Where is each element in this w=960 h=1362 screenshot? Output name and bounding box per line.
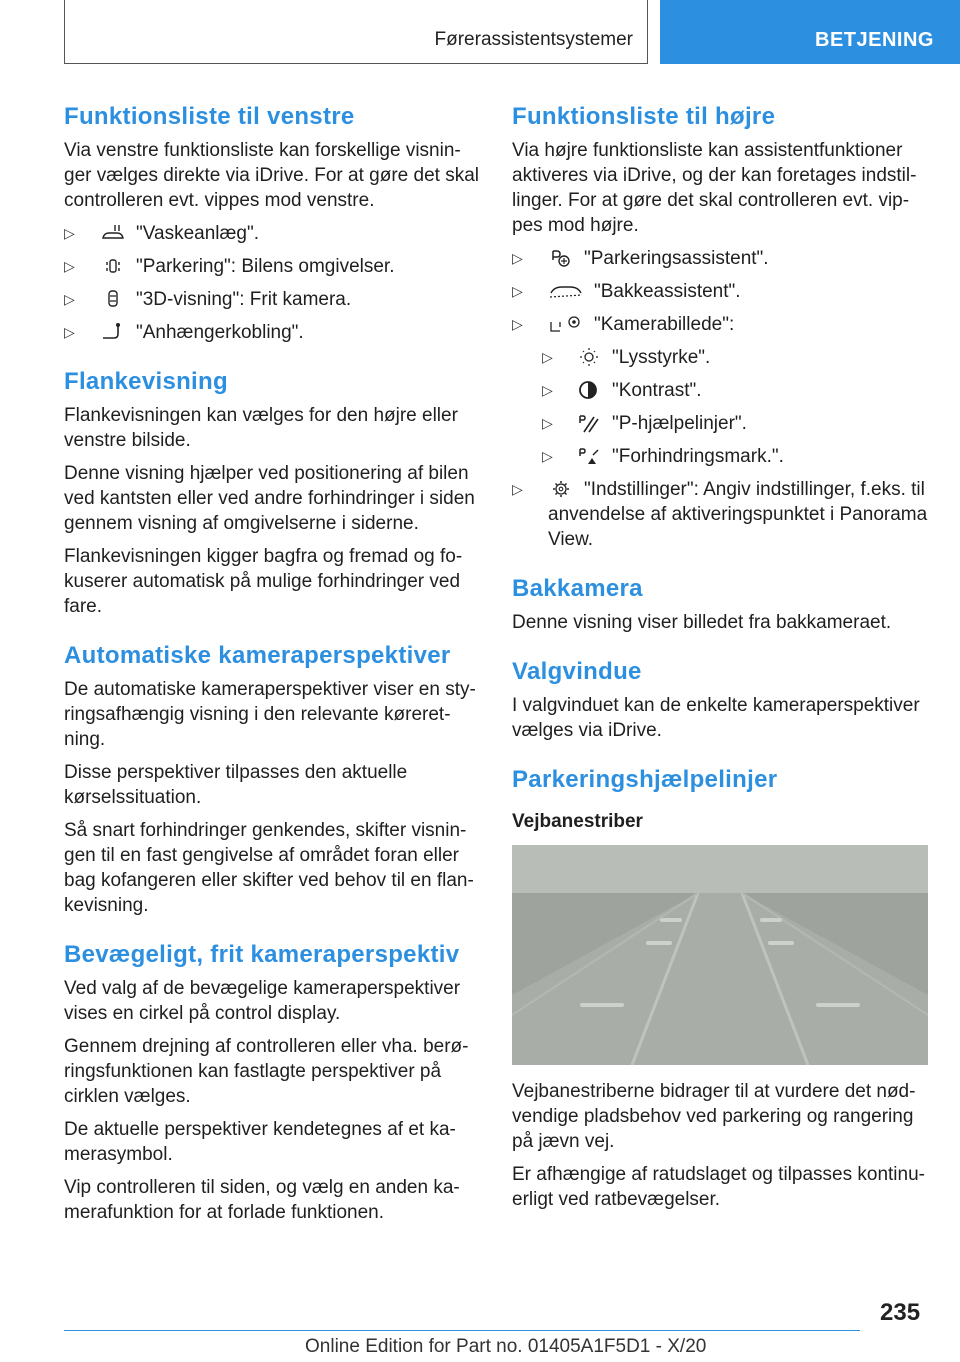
bullet-triangle-icon: ▷ xyxy=(64,225,75,241)
paragraph: Flankevisningen kan vælges for den højre eller venstre bilside. xyxy=(64,405,458,451)
paragraph: I valgvinduet kan de enkelte kameraperspektiver vælges via iDrive. xyxy=(512,695,920,741)
right-function-list xyxy=(512,246,932,552)
list-item: ▷ "Vaskeanlæg". xyxy=(64,223,259,244)
paragraph: Via venstre funktionsliste kan forskellige visninger vælges direkte via iDrive. For at gøre det skal controlleren evt. vippes mod venstre. xyxy=(64,140,479,211)
heading-right-function-list: Funktionsliste til højre xyxy=(512,103,776,130)
heading-selection-window: Valgvindue xyxy=(512,658,642,685)
parking-surroundings-icon xyxy=(100,256,126,276)
page-number: 235 xyxy=(880,1299,921,1326)
header-chapter-title: BETJENING xyxy=(815,29,934,51)
bullet-triangle-icon: ▷ xyxy=(542,415,553,431)
car-wash-icon xyxy=(100,223,126,243)
list-item: ▷ "P-hjælpelinjer". xyxy=(542,413,747,434)
parking-assistant-icon xyxy=(548,248,574,268)
bullet-triangle-icon: ▷ xyxy=(512,316,523,332)
right-column xyxy=(512,100,932,1220)
hill-assistant-icon xyxy=(548,281,584,301)
footer-divider xyxy=(64,1330,860,1331)
bullet-triangle-icon: ▷ xyxy=(64,291,75,307)
list-item: ▷ "Indstillinger": Angiv indstillinger, f.eks. til anvendelse af aktiveringspunktet i Panorama View. xyxy=(512,479,928,550)
list-item: ▷ "3D-visning": Frit kamera. xyxy=(64,289,352,310)
bullet-triangle-icon: ▷ xyxy=(64,258,75,274)
list-item: ▷ "Bakkeassistent". xyxy=(512,281,741,302)
heading-flank-view: Flankevisning xyxy=(64,368,228,395)
bullet-triangle-icon: ▷ xyxy=(64,324,75,340)
settings-gear-icon xyxy=(548,479,574,499)
bullet-triangle-icon: ▷ xyxy=(512,283,523,299)
heading-left-function-list: Funktionsliste til venstre xyxy=(64,103,355,130)
brightness-icon xyxy=(576,347,602,367)
lane-lines-illustration xyxy=(512,845,928,1065)
left-function-list xyxy=(64,221,479,345)
heading-rear-camera: Bakkamera xyxy=(512,575,643,602)
paragraph: Via højre funktionsliste kan assistentfunktioner aktiveres via iDrive, og der kan foretages indstillinger. For at gøre det skal controlleren evt. vippes mod højre. xyxy=(512,140,917,236)
contrast-icon xyxy=(576,380,602,400)
paragraph: Flankevisningen kigger bagfra og fremad og fokuserer automatisk på mulige forhindringer ved fare. xyxy=(64,546,463,617)
paragraph: Ved valg af de bevægelige kameraperspektiver vises en cirkel på control display. xyxy=(64,978,461,1024)
bullet-triangle-icon: ▷ xyxy=(542,448,553,464)
list-item: ▷ "Parkering": Bilens omgivelser. xyxy=(64,256,395,277)
obstacle-marking-icon xyxy=(576,446,602,466)
subheading-lane-lines: Vejbanestriber xyxy=(512,811,643,832)
paragraph: Denne visning hjælper ved positionering af bilen ved kantsten eller ved andre forhindringer i siden gennem visning af omgivelserne i siderne. xyxy=(64,463,475,534)
list-item: ▷ "Lysstyrke". xyxy=(542,347,711,368)
paragraph: Denne visning viser billedet fra bakkameraet. xyxy=(512,612,892,633)
list-item: ▷ "Parkeringsassistent". xyxy=(512,248,769,269)
heading-automatic-perspectives: Automatiske kameraperspektiver xyxy=(64,642,451,669)
paragraph: Gennem drejning af controlleren eller vha. berøringsfunktionen kan fastlagte perspektiver på cirklen vælges. xyxy=(64,1036,469,1107)
heading-movable-perspective: Bevægeligt, frit kameraperspektiv xyxy=(64,941,460,968)
trailer-hitch-icon xyxy=(100,322,126,342)
paragraph: De aktuelle perspektiver kendetegnes af et kamerasymbol. xyxy=(64,1119,456,1165)
camera-image-icon xyxy=(548,314,584,334)
paragraph: Så snart forhindringer genkendes, skifter visningen til en fast gengivelse af området foran eller bag kofangeren eller skifter ved behov til en flankevisning. xyxy=(64,820,474,916)
list-item: ▷ "Anhængerkobling". xyxy=(64,322,304,343)
header-section-title: Førerassistentsystemer xyxy=(434,29,633,50)
paragraph: Er afhængige af ratudslaget og tilpasses kontinuerligt ved ratbevægelser. xyxy=(512,1164,925,1210)
heading-parking-aid-lines: Parkeringshjælpelinjer xyxy=(512,766,778,793)
list-item: ▷ "Forhindringsmark.". xyxy=(542,446,784,467)
parking-lines-icon xyxy=(576,413,602,433)
footer-edition-text: Online Edition for Part no. 01405A1F5D1 - X/20 xyxy=(305,1336,707,1357)
bullet-triangle-icon: ▷ xyxy=(512,481,523,497)
paragraph: Vip controlleren til siden, og vælg en anden kamerafunktion for at forlade funktionen. xyxy=(64,1177,460,1223)
header-section-box xyxy=(64,0,648,64)
left-column xyxy=(64,100,479,1233)
header-chapter-tab[interactable] xyxy=(660,0,960,64)
list-item: ▷ "Kamerabillede": xyxy=(512,314,735,335)
bullet-triangle-icon: ▷ xyxy=(542,349,553,365)
bullet-triangle-icon: ▷ xyxy=(512,250,523,266)
bullet-triangle-icon: ▷ xyxy=(542,382,553,398)
list-item: ▷ "Kontrast". xyxy=(542,380,702,401)
paragraph: Vejbanestriberne bidrager til at vurdere det nødvendige pladsbehov ved parkering og rangering på jævn vej. xyxy=(512,1081,916,1152)
3d-view-icon xyxy=(100,289,126,309)
paragraph: Disse perspektiver tilpasses den aktuelle kørselssituation. xyxy=(64,762,408,808)
paragraph: De automatiske kameraperspektiver viser en styringsafhængig visning i den relevante køreretning. xyxy=(64,679,476,750)
